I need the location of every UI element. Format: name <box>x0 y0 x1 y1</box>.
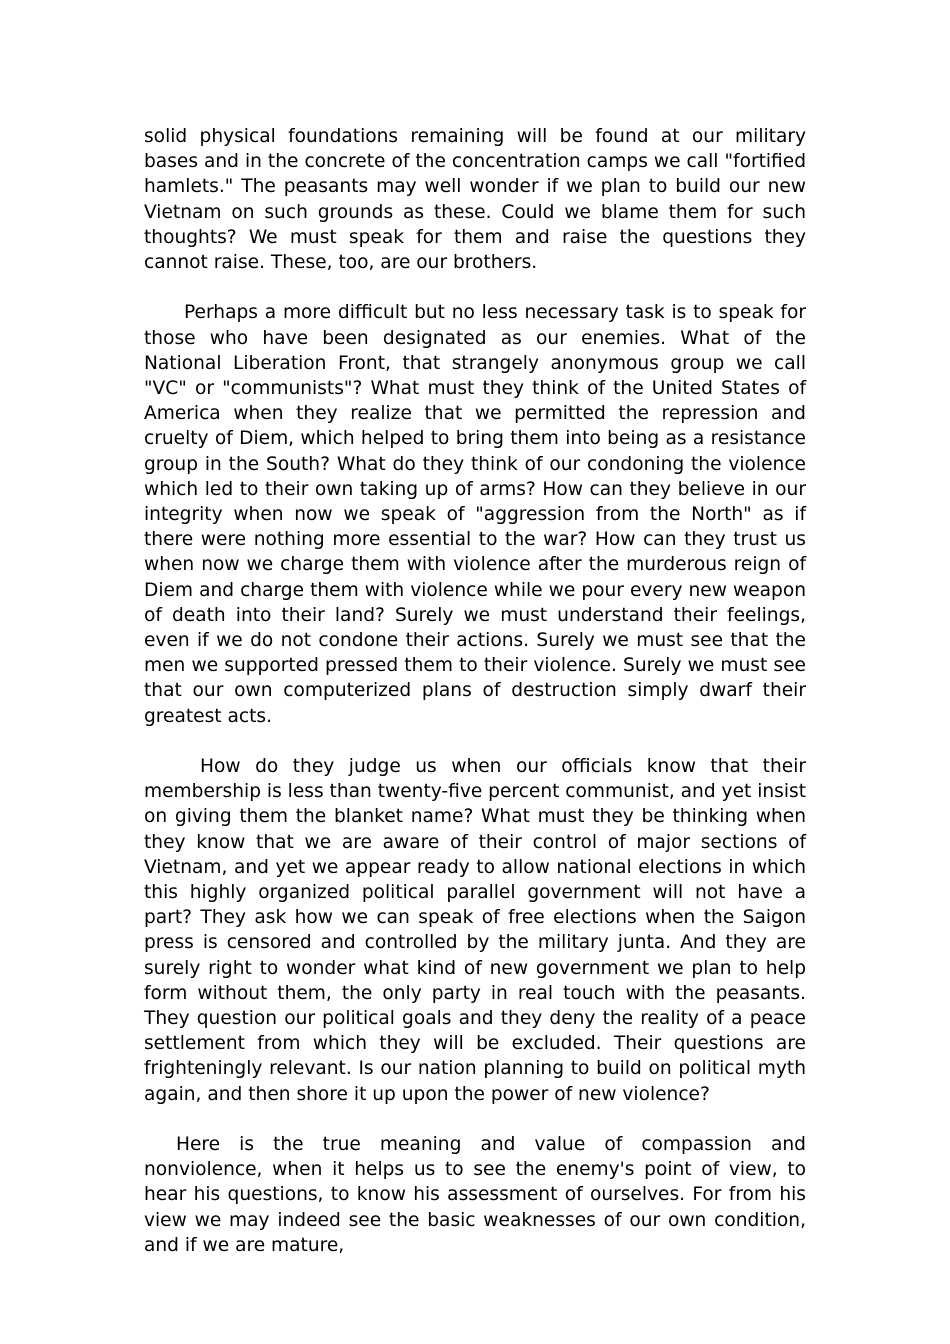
paragraph-3: How do they judge us when our officials know that their membership is less than twenty-five percent communist, and yet insist on giving them the blanket name? What must they be thinking when they know that we are aware of their control of major sections of Vietnam, and yet we appear ready to allow national elections in which this highly organized political parallel government will not have a part? They ask how we can speak of free elections when the Saigon press is censored and controlled by the military junta. And they are surely right to wonder what kind of new government we plan to help form without them, the only party in real touch with the peasants. They question our political goals and they deny the reality of a peace settlement from which they will be excluded. Their questions are frighteningly relevant. Is our nation planning to build on political myth again, and then shore it up upon the power of new violence? <box>144 756 806 1105</box>
paragraph-1: solid physical foundations remaining will be found at our military bases and in the concrete of the concentration camps we call "fortified hamlets." The peasants may well wonder if we plan to build our new Vietnam on such grounds as these. Could we blame them for such thoughts? We must speak for them and raise the questions they cannot raise. These, too, are our brothers. <box>144 126 806 274</box>
body-text <box>144 124 806 1283</box>
paragraph-4: Here is the true meaning and value of compassion and nonviolence, when it helps us to see the enemy's point of view, to hear his questions, to know his assessment of ourselves. For from his view we may indeed see the basic weaknesses of our own condition, and if we are mature, <box>144 1134 806 1256</box>
paragraph-2: Perhaps a more difficult but no less necessary task is to speak for those who have been designated as our enemies. What of the National Liberation Front, that strangely anonymous group we call "VC" or "communists"? What must they think of the United States of America when they realize that we permitted the repression and cruelty of Diem, which helped to bring them into being as a resistance group in the South? What do they think of our condoning the violence which led to their own taking up of arms? How can they believe in our integrity when now we speak of "aggression from the North" as if there were nothing more essential to the war? How can they trust us when now we charge them with violence after the murderous reign of Diem and charge them with violence while we pour every new weapon of death into their land? Surely we must understand their feelings, even if we do not condone their actions. Surely we must see that the men we supported pressed them to their violence. Surely we must see that our own computerized plans of destruction simply dwarf their greatest acts. <box>144 302 806 727</box>
